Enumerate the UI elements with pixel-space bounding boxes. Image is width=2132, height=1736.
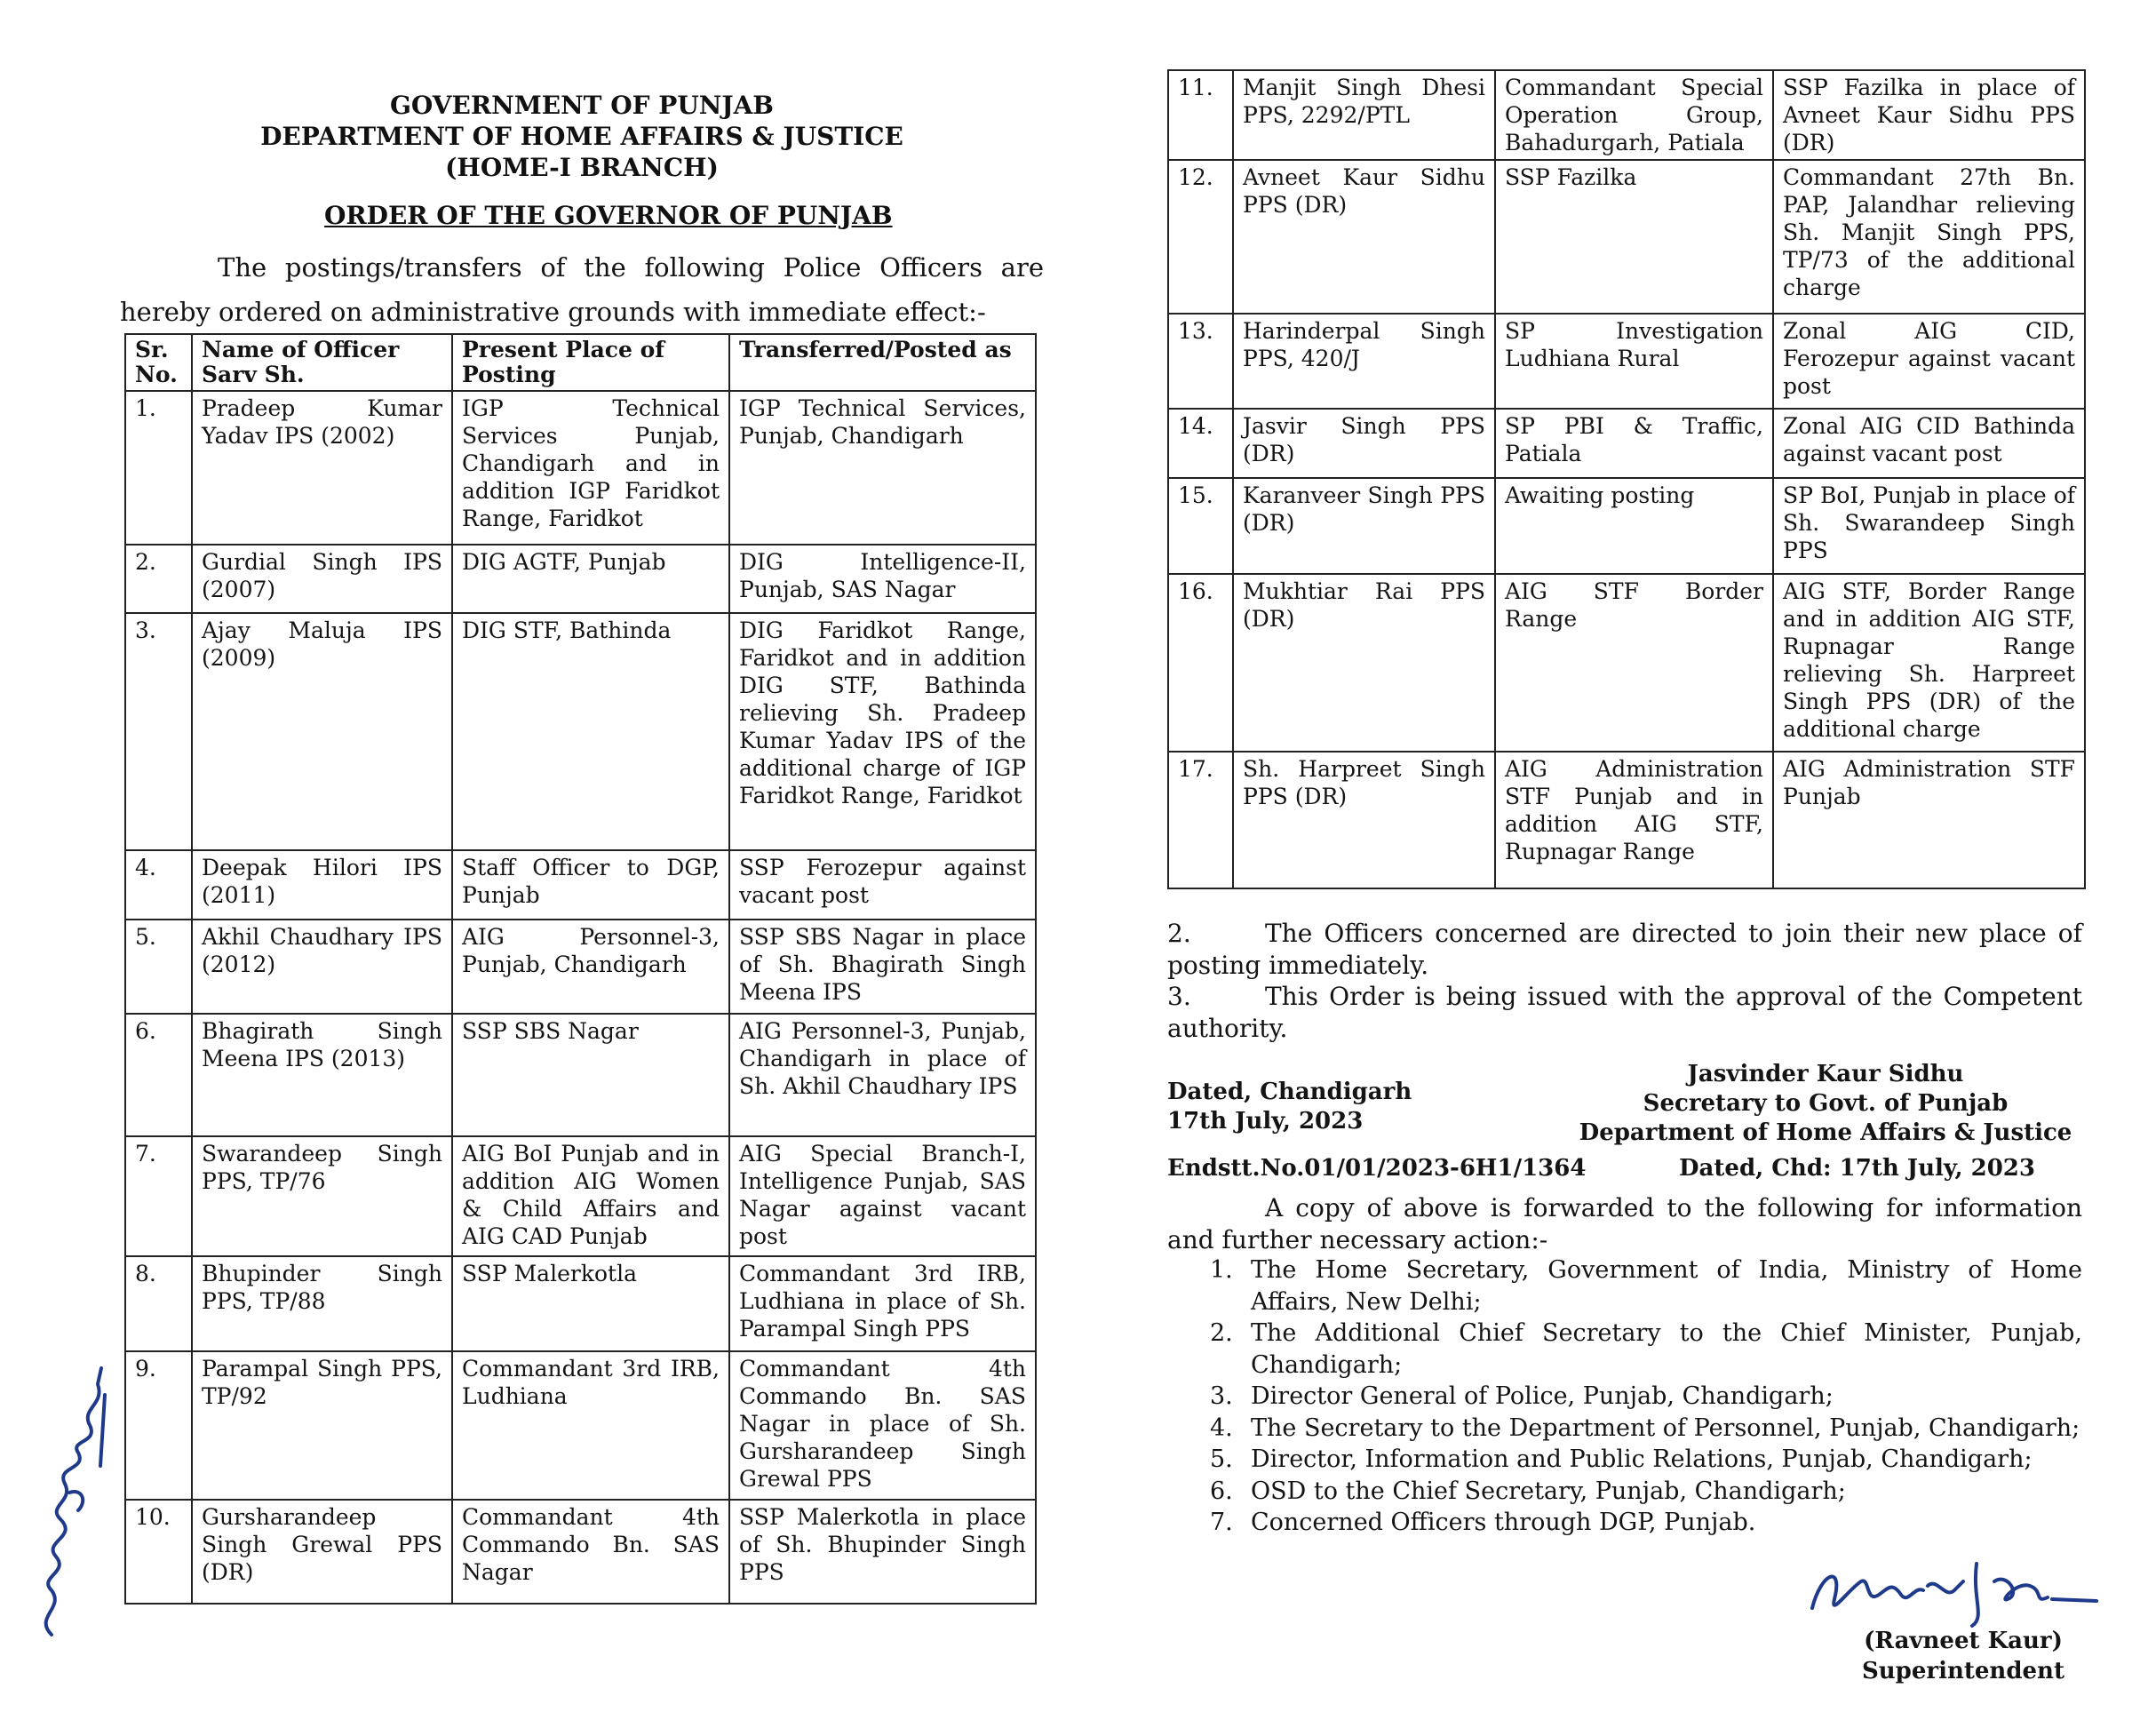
signer-designation: Secretary to Govt. of Punjab — [1643, 1090, 2009, 1117]
recipient-item — [1167, 1381, 2082, 1413]
cell-transferred-to: Zonal AIG CID, Ferozepur against vacant post — [1773, 314, 2085, 409]
superintendent-block — [1839, 1626, 2088, 1686]
cell-officer-name: Pradeep Kumar Yadav IPS (2002) — [192, 391, 452, 545]
header-present-posting: Present Place of Posting — [452, 334, 729, 391]
cell-sr-no: 13. — [1168, 314, 1233, 409]
recipient-number: 6. — [1210, 1477, 1233, 1505]
cell-transferred-to: Commandant 27th Bn. PAP, Jalandhar relieving Sh. Manjit Singh PPS, TP/73 of the additional charge — [1773, 160, 2085, 314]
cell-transferred-to: SP BoI, Punjab in place of Sh. Swarandeep Singh PPS — [1773, 478, 2085, 574]
table-row — [1168, 160, 2085, 314]
dated-date: 17th July, 2023 — [1167, 1108, 1364, 1135]
cell-present-posting: SP PBI & Traffic, Patiala — [1495, 409, 1773, 478]
recipient-number: 3. — [1210, 1382, 1233, 1410]
cell-present-posting: Commandant Special Operation Group, Bahadurgarh, Patiala — [1495, 70, 1773, 160]
cell-transferred-to: AIG Administration STF Punjab — [1773, 752, 2085, 888]
table-row — [125, 1014, 1036, 1136]
cell-officer-name: Akhil Chaudhary IPS (2012) — [192, 920, 452, 1014]
table-row — [125, 1500, 1036, 1604]
cell-transferred-to: AIG STF, Border Range and in addition AIG STF, Rupnagar Range relieving Sh. Harpreet Singh PPS (DR) of the additional charge — [1773, 574, 2085, 752]
cell-present-posting: AIG STF Border Range — [1495, 574, 1773, 752]
cell-sr-no: 3. — [125, 613, 192, 850]
cell-officer-name: Sh. Harpreet Singh PPS (DR) — [1233, 752, 1495, 888]
table-row — [125, 1256, 1036, 1351]
transfer-table-part-1 — [124, 333, 1037, 1605]
table-row — [125, 1136, 1036, 1256]
table-row — [1168, 314, 2085, 409]
recipient-text: The Secretary to the Department of Personnel, Punjab, Chandigarh; — [1251, 1413, 2080, 1442]
cell-sr-no: 5. — [125, 920, 192, 1014]
table-row — [1168, 478, 2085, 574]
cell-sr-no: 12. — [1168, 160, 1233, 314]
table-row — [1168, 70, 2085, 160]
paragraph-3-number: 3. — [1167, 982, 1191, 1011]
header-government: GOVERNMENT OF PUNJAB — [390, 91, 774, 120]
superintendent-name: (Ravneet Kaur) — [1864, 1628, 2063, 1654]
header-branch: (HOME-I BRANCH) — [445, 153, 719, 182]
superintendent-title: Superintendent — [1862, 1658, 2064, 1684]
cell-transferred-to: Commandant 4th Commando Bn. SAS Nagar in place of Sh. Gursharandeep Singh Grewal PPS — [729, 1351, 1036, 1500]
cell-officer-name: Swarandeep Singh PPS, TP/76 — [192, 1136, 452, 1256]
cell-sr-no: 6. — [125, 1014, 192, 1136]
recipient-item — [1167, 1318, 2082, 1381]
table-row — [125, 545, 1036, 613]
cell-officer-name: Mukhtiar Rai PPS (DR) — [1233, 574, 1495, 752]
recipient-item — [1167, 1476, 2082, 1508]
recipient-text: Director, Information and Public Relations, Punjab, Chandigarh; — [1251, 1445, 2033, 1473]
cell-present-posting: SP Investigation Ludhiana Rural — [1495, 314, 1773, 409]
table-row — [1168, 409, 2085, 478]
cell-transferred-to: AIG Personnel-3, Punjab, Chandigarh in place of Sh. Akhil Chaudhary IPS — [729, 1014, 1036, 1136]
cell-present-posting: Awaiting posting — [1495, 478, 1773, 574]
cell-present-posting: DIG AGTF, Punjab — [452, 545, 729, 613]
cell-officer-name: Ajay Maluja IPS (2009) — [192, 613, 452, 850]
cell-officer-name: Karanveer Singh PPS (DR) — [1233, 478, 1495, 574]
signer-department: Department of Home Affairs & Justice — [1579, 1119, 2072, 1146]
cell-sr-no: 15. — [1168, 478, 1233, 574]
cell-transferred-to: SSP Malerkotla in place of Sh. Bhupinder Singh PPS — [729, 1500, 1036, 1604]
header-name: Name of Officer Sarv Sh. — [192, 334, 452, 391]
cell-sr-no: 4. — [125, 850, 192, 920]
recipient-item — [1167, 1507, 2082, 1539]
recipient-number: 2. — [1210, 1319, 1233, 1347]
cell-sr-no: 9. — [125, 1351, 192, 1500]
cell-present-posting: Commandant 3rd IRB, Ludhiana — [452, 1351, 729, 1500]
recipient-text: OSD to the Chief Secretary, Punjab, Chandigarh; — [1251, 1477, 1846, 1505]
paragraph-3-text: This Order is being issued with the approval of the Competent authority. — [1167, 982, 2082, 1043]
dated-block — [1167, 1078, 1412, 1136]
cell-present-posting: AIG Administration STF Punjab and in addition AIG STF, Rupnagar Range — [1495, 752, 1773, 888]
cell-sr-no: 2. — [125, 545, 192, 613]
cell-transferred-to: AIG Special Branch-I, Intelligence Punjab, SAS Nagar against vacant post — [729, 1136, 1036, 1256]
cell-sr-no: 1. — [125, 391, 192, 545]
cell-transferred-to: SSP SBS Nagar in place of Sh. Bhagirath Singh Meena IPS — [729, 920, 1036, 1014]
cell-officer-name: Bhagirath Singh Meena IPS (2013) — [192, 1014, 452, 1136]
cell-sr-no: 10. — [125, 1500, 192, 1604]
cell-transferred-to: SSP Fazilka in place of Avneet Kaur Sidhu PPS (DR) — [1773, 70, 2085, 160]
cell-present-posting: DIG STF, Bathinda — [452, 613, 729, 850]
cell-officer-name: Harinderpal Singh PPS, 420/J — [1233, 314, 1495, 409]
cell-officer-name: Bhupinder Singh PPS, TP/88 — [192, 1256, 452, 1351]
cell-sr-no: 16. — [1168, 574, 1233, 752]
recipient-text: Director General of Police, Punjab, Chandigarh; — [1251, 1382, 1834, 1410]
recipient-number: 7. — [1210, 1509, 1233, 1536]
paragraph-2-text: The Officers concerned are directed to join their new place of posting immediately. — [1167, 919, 2082, 980]
cell-present-posting: Staff Officer to DGP, Punjab — [452, 850, 729, 920]
cell-transferred-to: SSP Ferozepur against vacant post — [729, 850, 1036, 920]
header-transferred: Transferred/Posted as — [729, 334, 1036, 391]
header-department: DEPARTMENT OF HOME AFFAIRS & JUSTICE — [260, 122, 903, 151]
cell-officer-name: Manjit Singh Dhesi PPS, 2292/PTL — [1233, 70, 1495, 160]
cell-officer-name: Deepak Hilori IPS (2011) — [192, 850, 452, 920]
signer-name: Jasvinder Kaur Sidhu — [1687, 1061, 1964, 1087]
table-header-row — [125, 334, 1036, 391]
margin-signature-image — [16, 1359, 123, 1644]
recipient-text: Concerned Officers through DGP, Punjab. — [1251, 1509, 1756, 1536]
endorsement-number: Endstt.No.01/01/2023-6H1/1364 — [1167, 1155, 1587, 1182]
order-title: ORDER OF THE GOVERNOR OF PUNJAB — [324, 201, 893, 230]
recipient-item — [1167, 1413, 2082, 1445]
cell-present-posting: SSP Malerkotla — [452, 1256, 729, 1351]
transfer-table-part-2 — [1167, 69, 2086, 889]
right-page — [1066, 0, 2132, 1736]
cell-officer-name: Jasvir Singh PPS (DR) — [1233, 409, 1495, 478]
cell-officer-name: Gurdial Singh IPS (2007) — [192, 545, 452, 613]
cell-sr-no: 7. — [125, 1136, 192, 1256]
cell-transferred-to: Zonal AIG CID Bathinda against vacant post — [1773, 409, 2085, 478]
cell-transferred-to: IGP Technical Services, Punjab, Chandigarh — [729, 391, 1036, 545]
cell-officer-name: Parampal Singh PPS, TP/92 — [192, 1351, 452, 1500]
paragraph-3 — [1167, 981, 2082, 1045]
cell-present-posting: IGP Technical Services Punjab, Chandigarh and in addition IGP Faridkot Range, Faridkot — [452, 391, 729, 545]
cell-sr-no: 8. — [125, 1256, 192, 1351]
table-row — [125, 920, 1036, 1014]
cell-sr-no: 17. — [1168, 752, 1233, 888]
table-row — [1168, 574, 2085, 752]
recipient-text: The Home Secretary, Government of India, Ministry of Home Affairs, New Delhi; — [1251, 1256, 2082, 1316]
cell-sr-no: 11. — [1168, 70, 1233, 160]
cell-sr-no: 14. — [1168, 409, 1233, 478]
cell-present-posting: SSP Fazilka — [1495, 160, 1773, 314]
paragraph-2 — [1167, 918, 2082, 982]
cell-present-posting: AIG Personnel-3, Punjab, Chandigarh — [452, 920, 729, 1014]
cell-transferred-to: DIG Intelligence-II, Punjab, SAS Nagar — [729, 545, 1036, 613]
recipient-list — [1167, 1254, 2082, 1539]
cell-transferred-to: Commandant 3rd IRB, Ludhiana in place of Sh. Parampal Singh PPS — [729, 1256, 1036, 1351]
endorsement-date: Dated, Chd: 17th July, 2023 — [1679, 1155, 2035, 1182]
cell-present-posting: Commandant 4th Commando Bn. SAS Nagar — [452, 1500, 729, 1604]
cell-present-posting: SSP SBS Nagar — [452, 1014, 729, 1136]
table-row — [125, 613, 1036, 850]
cell-present-posting: AIG BoI Punjab and in addition AIG Women & Child Affairs and AIG CAD Punjab — [452, 1136, 729, 1256]
table-row — [125, 1351, 1036, 1500]
table-row — [1168, 752, 2085, 888]
recipient-item — [1167, 1444, 2082, 1476]
paragraph-2-number: 2. — [1167, 919, 1191, 948]
cell-officer-name: Gursharandeep Singh Grewal PPS (DR) — [192, 1500, 452, 1604]
intro-paragraph: The postings/transfers of the following Police Officers are hereby ordered on administrative grounds with immediate effect:- — [120, 252, 1044, 327]
recipient-text: The Additional Chief Secretary to the Chief Minister, Punjab, Chandigarh; — [1251, 1319, 2082, 1379]
superintendent-signature-image — [1794, 1546, 2114, 1630]
recipient-number: 5. — [1210, 1445, 1233, 1473]
dated-place: Dated, Chandigarh — [1167, 1079, 1412, 1105]
cell-transferred-to: DIG Faridkot Range, Faridkot and in addition DIG STF, Bathinda relieving Sh. Pradeep Kumar Yadav IPS of the additional charge of IGP Faridkot Range, Faridkot — [729, 613, 1036, 850]
copy-forward-text: A copy of above is forwarded to the following for information and further necessary action:- — [1167, 1193, 2082, 1254]
recipient-number: 1. — [1210, 1256, 1233, 1284]
table-row — [125, 391, 1036, 545]
recipient-item — [1167, 1254, 2082, 1318]
header-sr-no: Sr. No. — [125, 334, 192, 391]
cell-officer-name: Avneet Kaur Sidhu PPS (DR) — [1233, 160, 1495, 314]
table-row — [125, 850, 1036, 920]
recipient-number: 4. — [1210, 1413, 1233, 1442]
